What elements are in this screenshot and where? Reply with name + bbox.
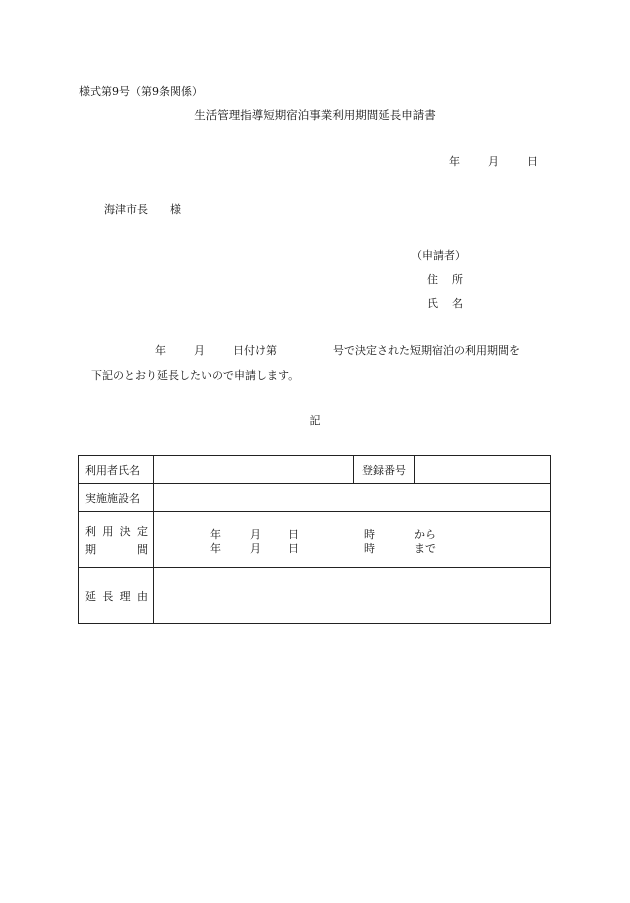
form-number: 様式第9号（第9条関係） <box>79 85 203 98</box>
table-row <box>79 512 551 568</box>
reason-label: 延 長 理 由 <box>79 568 154 624</box>
ki-heading: 記 <box>309 414 321 427</box>
period-label: 利 用 決 定 期 間 <box>79 512 154 568</box>
table-row <box>79 456 551 484</box>
applicant-label: （申請者） <box>411 249 466 262</box>
date-day: 日 <box>527 155 538 168</box>
user-name-label: 利用者氏名 <box>79 456 154 484</box>
period-from: 年 月 日 時 から <box>210 527 436 541</box>
addressee-honorific: 様 <box>170 203 181 216</box>
registration-no-label: 登録番号 <box>354 456 415 484</box>
body-text-line2: 下記のとおり延長したいので申請します。 <box>91 369 300 382</box>
table-row <box>79 484 551 512</box>
date-year: 年 <box>449 155 460 168</box>
application-table <box>78 455 551 624</box>
user-name-field[interactable] <box>154 456 354 484</box>
period-field[interactable] <box>154 512 551 568</box>
period-to: 年 月 日 時 まで <box>210 541 436 555</box>
date-line <box>449 156 538 167</box>
facility-field[interactable] <box>154 484 551 512</box>
addressee <box>104 204 181 215</box>
body-text-line1: 年 月 日付け第 号で決定された短期宿泊の利用期間を <box>155 344 520 357</box>
reason-field[interactable] <box>154 568 551 624</box>
addressee-name: 海津市長 <box>104 203 148 216</box>
facility-label: 実施施設名 <box>79 484 154 512</box>
address-label: 住 所 <box>427 273 463 286</box>
document-title: 生活管理指導短期宿泊事業利用期間延長申請書 <box>194 108 436 122</box>
registration-no-field[interactable] <box>415 456 551 484</box>
table-row <box>79 568 551 624</box>
name-label: 氏 名 <box>427 297 463 310</box>
date-month: 月 <box>488 155 499 168</box>
